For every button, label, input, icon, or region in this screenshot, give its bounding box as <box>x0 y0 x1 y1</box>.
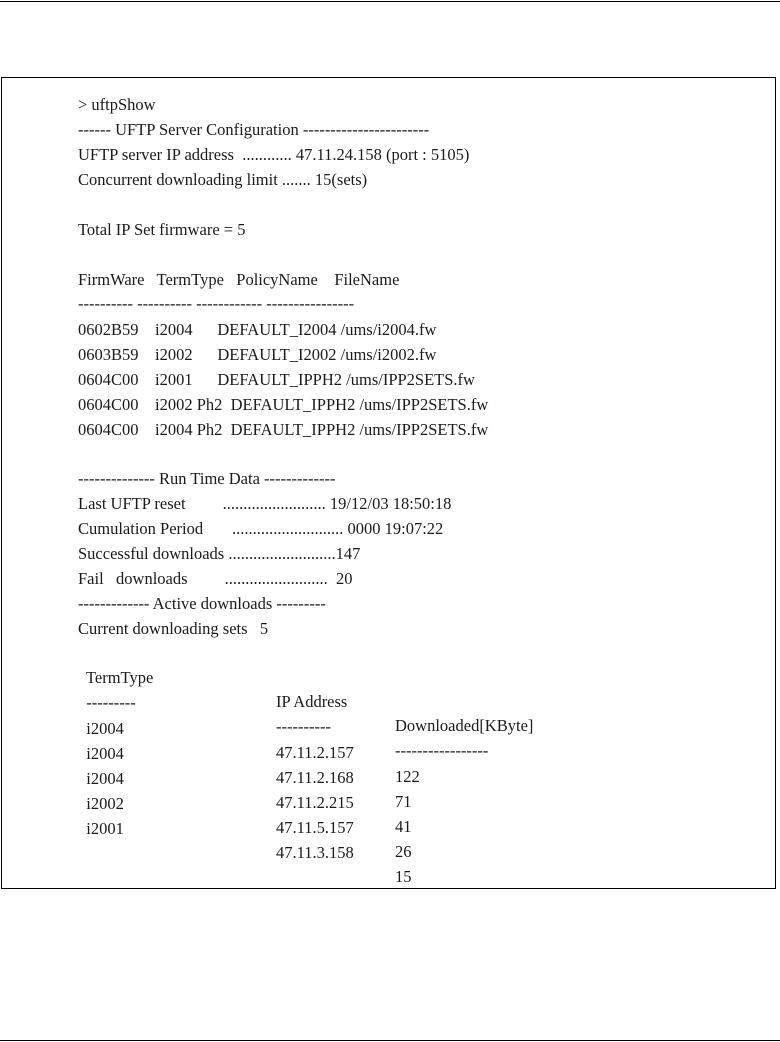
firmware-row: 0604C00 i2002 Ph2 DEFAULT_IPPH2 /ums/IPP2SETS.fw <box>78 395 489 414</box>
concurrent-limit-line: Concurrent downloading limit ....... 15(sets) <box>78 170 368 189</box>
runtime-header: -------------- Run Time Data ------------- <box>78 469 336 488</box>
total-firmware-line: Total IP Set firmware = 5 <box>78 220 246 239</box>
last-reset-line: Last UFTP reset ......................... 19/12/03 18:50:18 <box>78 494 452 513</box>
server-ip-line: UFTP server IP address ............ 47.11.24.158 (port : 5105) <box>78 145 470 164</box>
col-termtype-header: TermType <box>85 668 154 687</box>
cell-termtype: i2004 <box>86 744 124 763</box>
successful-downloads-line: Successful downloads ..........................147 <box>78 544 361 563</box>
cell-ip: 47.11.5.157 <box>276 818 354 837</box>
fail-downloads-line: Fail downloads ......................... 20 <box>78 569 353 588</box>
cell-termtype: i2004 <box>86 769 124 788</box>
current-sets-line: Current downloading sets 5 <box>78 619 269 638</box>
cell-downloaded: 41 <box>395 817 412 836</box>
cell-downloaded: 15 <box>395 867 412 886</box>
cumulation-period-line: Cumulation Period ........................... 0000 19:07:22 <box>78 519 444 538</box>
config-header: ------ UFTP Server Configuration ----------------------- <box>78 120 430 139</box>
cell-ip: 47.11.3.158 <box>276 843 354 862</box>
active-downloads-header: ------------- Active downloads --------- <box>78 594 326 613</box>
firmware-row: 0604C00 i2004 Ph2 DEFAULT_IPPH2 /ums/IPP2SETS.fw <box>78 420 489 439</box>
cell-downloaded: 71 <box>395 792 412 811</box>
separator-termtype: --------- <box>86 693 136 712</box>
cell-termtype: i2004 <box>86 719 124 738</box>
cell-termtype: i2002 <box>86 794 124 813</box>
firmware-table-separator: ---------- ---------- ------------ ---------------- <box>78 294 355 313</box>
cell-downloaded: 122 <box>395 767 420 786</box>
cell-termtype: i2001 <box>86 819 124 838</box>
cell-downloaded: 26 <box>395 842 412 861</box>
cell-ip: 47.11.2.215 <box>276 793 354 812</box>
cell-ip: 47.11.2.168 <box>276 768 354 787</box>
cell-ip: 47.11.2.157 <box>276 743 354 762</box>
col-downloaded-header: Downloaded[KByte] <box>395 716 534 735</box>
firmware-row: 0604C00 i2001 DEFAULT_IPPH2 /ums/IPP2SETS.fw <box>78 370 475 389</box>
page-bottom-rule <box>0 1040 780 1041</box>
page-top-rule <box>0 1 780 2</box>
firmware-row: 0602B59 i2004 DEFAULT_I2004 /ums/i2004.fw <box>78 320 437 339</box>
col-ip-header: IP Address <box>276 692 348 711</box>
separator-ip: ---------- <box>276 717 331 736</box>
command-line: > uftpShow <box>78 95 156 114</box>
firmware-row: 0603B59 i2002 DEFAULT_I2002 /ums/i2002.fw <box>78 345 437 364</box>
separator-downloaded: ----------------- <box>395 741 489 760</box>
firmware-table-header: FirmWare TermType PolicyName FileName <box>78 270 400 289</box>
